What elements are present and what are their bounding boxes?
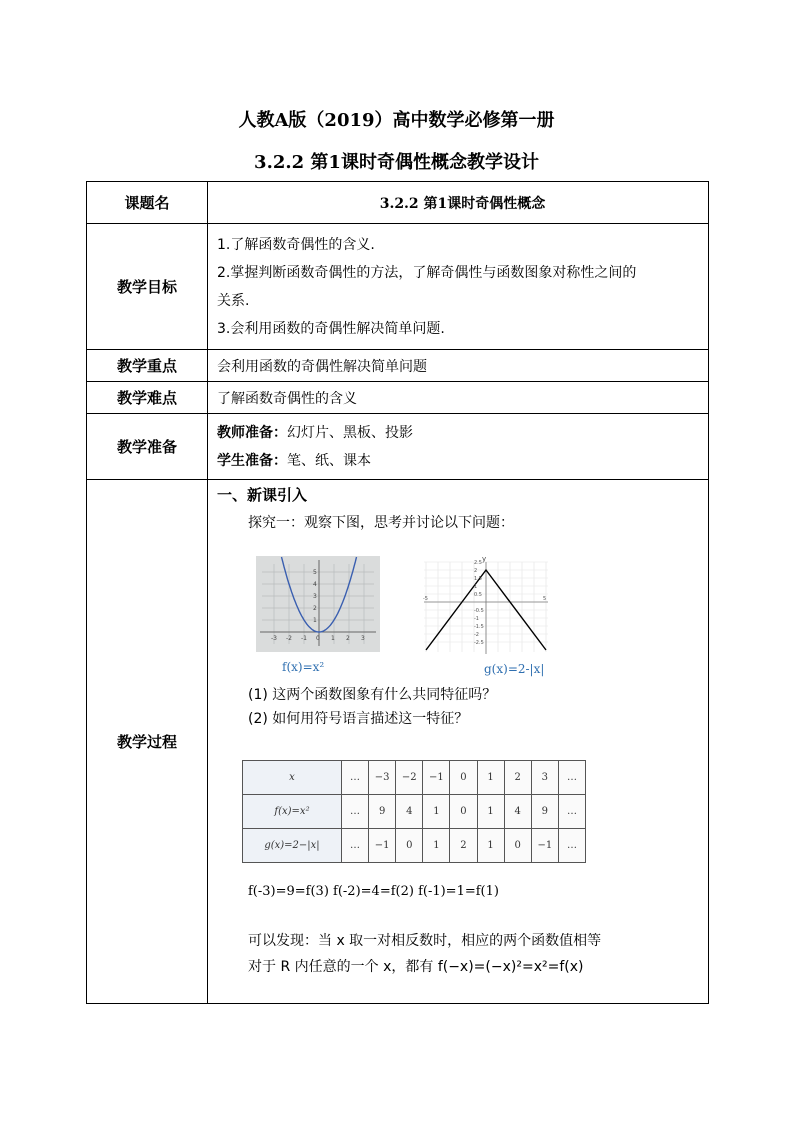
lesson-plan-table <box>86 181 709 1004</box>
goal-item: 2.掌握判断函数奇偶性的方法，了解奇偶性与函数图象对称性之间的 <box>217 264 637 281</box>
graph-g-y-tick: -2 <box>474 632 479 638</box>
document-title: 人教A版（2019）高中数学必修第一册 <box>238 110 555 131</box>
graph-g-y-tick: 2 <box>474 568 478 574</box>
graph-g-y-tick: -1 <box>474 616 479 622</box>
process-label: 教学过程 <box>87 480 208 1004</box>
goal-item: 1.了解函数奇偶性的含义. <box>217 236 375 253</box>
graph-g-y-tick: 1 <box>474 584 478 590</box>
values-cell: … <box>558 761 585 795</box>
graph-g-background <box>416 554 552 658</box>
graph-f-x-tick: -1 <box>301 635 307 642</box>
values-cell: x <box>243 761 342 795</box>
graph-g-y-tick: -2.5 <box>474 640 484 646</box>
graph-g-y-tick: 1.5 <box>474 576 482 582</box>
values-cell: … <box>342 761 369 795</box>
row-difficulty <box>87 382 709 414</box>
goals-content <box>208 224 709 350</box>
teacher-prep-value: 幻灯片、黑板、投影 <box>287 424 413 441</box>
caption-f: f(x)=x² <box>282 660 325 674</box>
values-cell: … <box>558 829 585 863</box>
graph-g-x-tick: -5 <box>423 596 428 602</box>
values-cell: 9 <box>369 795 396 829</box>
row-goals <box>87 224 709 350</box>
values-cell: 2 <box>450 829 477 863</box>
teacher-prep-label: 教师准备： <box>217 424 287 441</box>
key-label: 教学重点 <box>87 350 208 382</box>
graph-f-parabola <box>256 556 380 652</box>
values-row-g <box>243 829 586 863</box>
graph-f-x-tick: 2 <box>346 635 350 642</box>
values-cell: 0 <box>450 795 477 829</box>
graph-f-x-tick: -2 <box>286 635 292 642</box>
values-cell: 0 <box>504 829 531 863</box>
values-cell: 3 <box>531 761 558 795</box>
student-prep-label: 学生准备： <box>217 452 287 469</box>
topic-label: 课题名 <box>87 182 208 224</box>
values-cell: −3 <box>369 761 396 795</box>
values-cell: 2 <box>504 761 531 795</box>
row-process <box>87 480 709 1004</box>
graph-g-y-tick: 0.5 <box>474 592 482 598</box>
values-cell: 9 <box>531 795 558 829</box>
goals-label: 教学目标 <box>87 224 208 350</box>
finding-line-2: 对于 R 内任意的一个 x，都有 f(−x)=(−x)²=x²=f(x) <box>248 959 584 975</box>
values-cell: 1 <box>423 795 450 829</box>
values-cell: … <box>558 795 585 829</box>
graph-f-y-tick: 3 <box>313 593 317 600</box>
graph-f-x-tick: 0 <box>316 635 320 642</box>
values-cell: 4 <box>396 795 423 829</box>
values-cell: g(x)=2−|x| <box>243 829 342 863</box>
goal-item: 关系. <box>217 292 250 309</box>
graph-f-y-tick: 4 <box>313 581 317 588</box>
values-cell: 1 <box>477 829 504 863</box>
key-value: 会利用函数的奇偶性解决简单问题 <box>208 350 709 382</box>
row-prep <box>87 414 709 480</box>
values-cell: … <box>342 795 369 829</box>
values-row-f <box>243 795 586 829</box>
values-cell: 1 <box>423 829 450 863</box>
difficulty-value: 了解函数奇偶性的含义 <box>208 382 709 414</box>
question-1: (1) 这两个函数图象有什么共同特征吗？ <box>248 687 497 703</box>
values-table <box>242 760 586 863</box>
graph-f-y-tick: 5 <box>313 569 317 576</box>
student-prep-value: 笔、纸、课本 <box>287 452 371 469</box>
values-cell: −1 <box>369 829 396 863</box>
document-subtitle: 3.2.2 第1课时奇偶性概念教学设计 <box>254 152 539 173</box>
values-cell: 1 <box>477 795 504 829</box>
section-heading: 一、新课引入 <box>217 486 308 504</box>
values-cell: −1 <box>423 761 450 795</box>
finding-line-1: 可以发现：当 x 取一对相反数时，相应的两个函数值相等 <box>248 933 602 949</box>
topic-value: 3.2.2 第1课时奇偶性概念 <box>208 182 709 224</box>
graph-f-y-tick: 1 <box>313 617 317 624</box>
values-cell: … <box>342 829 369 863</box>
row-topic <box>87 182 709 224</box>
explore-prompt: 探究一：观察下图，思考并讨论以下问题： <box>248 515 514 531</box>
values-cell: −2 <box>396 761 423 795</box>
graph-g-x-tick: 5 <box>543 596 547 602</box>
graph-f-x-tick: 1 <box>331 635 335 642</box>
prep-content <box>208 414 709 480</box>
values-cell: 4 <box>504 795 531 829</box>
prep-label: 教学准备 <box>87 414 208 480</box>
goal-item: 3.会利用函数的奇偶性解决简单问题. <box>217 320 445 337</box>
graph-f-y-tick: 2 <box>313 605 317 612</box>
values-cell: 1 <box>477 761 504 795</box>
values-cell: 0 <box>396 829 423 863</box>
graph-g-y-tick: 2.5 <box>474 560 482 566</box>
graph-f-x-tick: -3 <box>271 635 277 642</box>
graph-g-absolute <box>416 554 552 658</box>
equalities-line: f(-3)=9=f(3) f(-2)=4=f(2) f(-1)=1=f(1) <box>248 884 499 899</box>
process-content <box>208 480 709 1004</box>
graph-g-y-tick: -0.5 <box>474 608 484 614</box>
graph-f-x-tick: 3 <box>361 635 365 642</box>
values-cell: −1 <box>531 829 558 863</box>
row-key <box>87 350 709 382</box>
values-cell: f(x)=x² <box>243 795 342 829</box>
values-row-x <box>243 761 586 795</box>
graph-g-y-tick: -1.5 <box>474 624 484 630</box>
caption-g: g(x)=2-|x| <box>484 662 545 676</box>
graph-g-y-label: y <box>482 555 487 563</box>
difficulty-label: 教学难点 <box>87 382 208 414</box>
values-cell: 0 <box>450 761 477 795</box>
question-2: (2) 如何用符号语言描述这一特征？ <box>248 711 469 727</box>
